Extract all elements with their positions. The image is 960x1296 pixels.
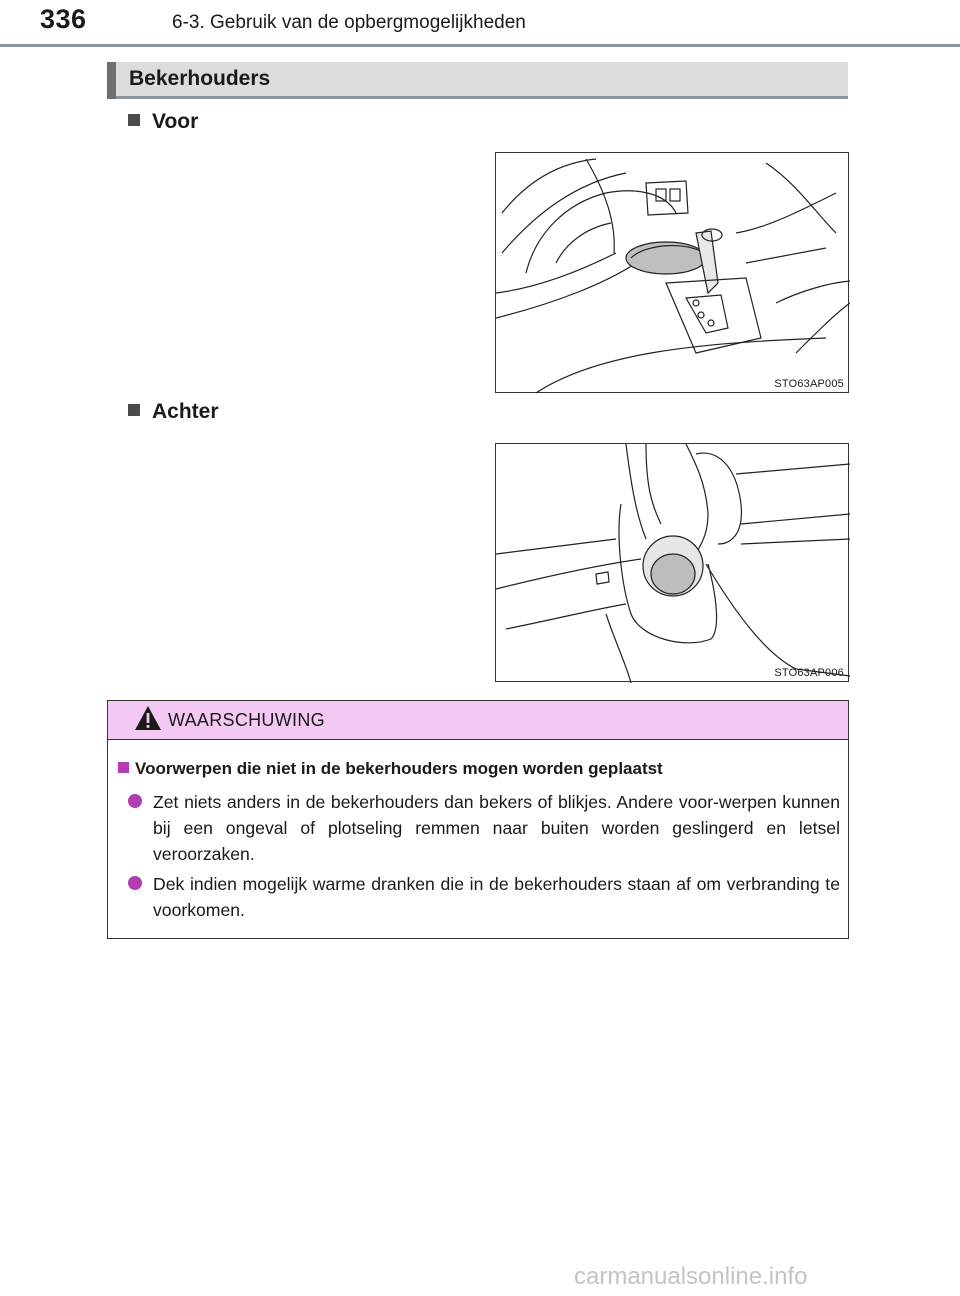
header-divider — [0, 44, 960, 47]
warning-box — [107, 700, 849, 939]
figure-front-cup-holder — [495, 152, 849, 393]
subsection-label-rear: Achter — [152, 400, 219, 423]
page-number: 336 — [40, 4, 87, 34]
figure-code-front: STO63AP005 — [774, 378, 844, 390]
front-console-illustration — [496, 153, 850, 394]
warning-bullet-text: Dek indien mogelijk warme dranken die in de bekerhouders staan af om verbranding te voorkomen. — [153, 874, 840, 920]
warning-triangle-icon — [133, 704, 163, 732]
warning-item-title — [118, 759, 663, 779]
warning-bullet — [128, 789, 840, 867]
section-accent-block — [107, 62, 116, 99]
square-bullet-icon — [118, 762, 129, 773]
figure-rear-cup-holder — [495, 443, 849, 682]
warning-header — [108, 701, 848, 740]
bullet-dot-icon — [128, 876, 142, 890]
warning-bullet-text: Zet niets anders in de bekerhouders dan bekers of blikjes. Andere voor-werpen kunnen bij een ongeval of plotseling remmen naar buiten worden geslingerd en letsel veroorzaken. — [153, 792, 840, 864]
section-title: Bekerhouders — [129, 67, 271, 90]
running-head: 6-3. Gebruik van de opbergmogelijkheden — [172, 12, 526, 33]
warning-item-title-text: Voorwerpen die niet in de bekerhouders mogen worden geplaatst — [135, 759, 663, 778]
subsection-heading-rear — [128, 400, 219, 424]
rear-console-illustration — [496, 444, 850, 683]
square-bullet-icon — [128, 404, 140, 416]
watermark-text: carmanualsonline.info — [574, 1263, 808, 1290]
figure-code-rear: STO63AP006 — [774, 667, 844, 679]
warning-heading: WAARSCHUWING — [168, 710, 325, 730]
bullet-dot-icon — [128, 794, 142, 808]
warning-bullet — [128, 871, 840, 923]
section-heading-bar — [107, 62, 848, 99]
square-bullet-icon — [128, 114, 140, 126]
subsection-label-front: Voor — [152, 110, 199, 133]
subsection-heading-front — [128, 110, 198, 134]
